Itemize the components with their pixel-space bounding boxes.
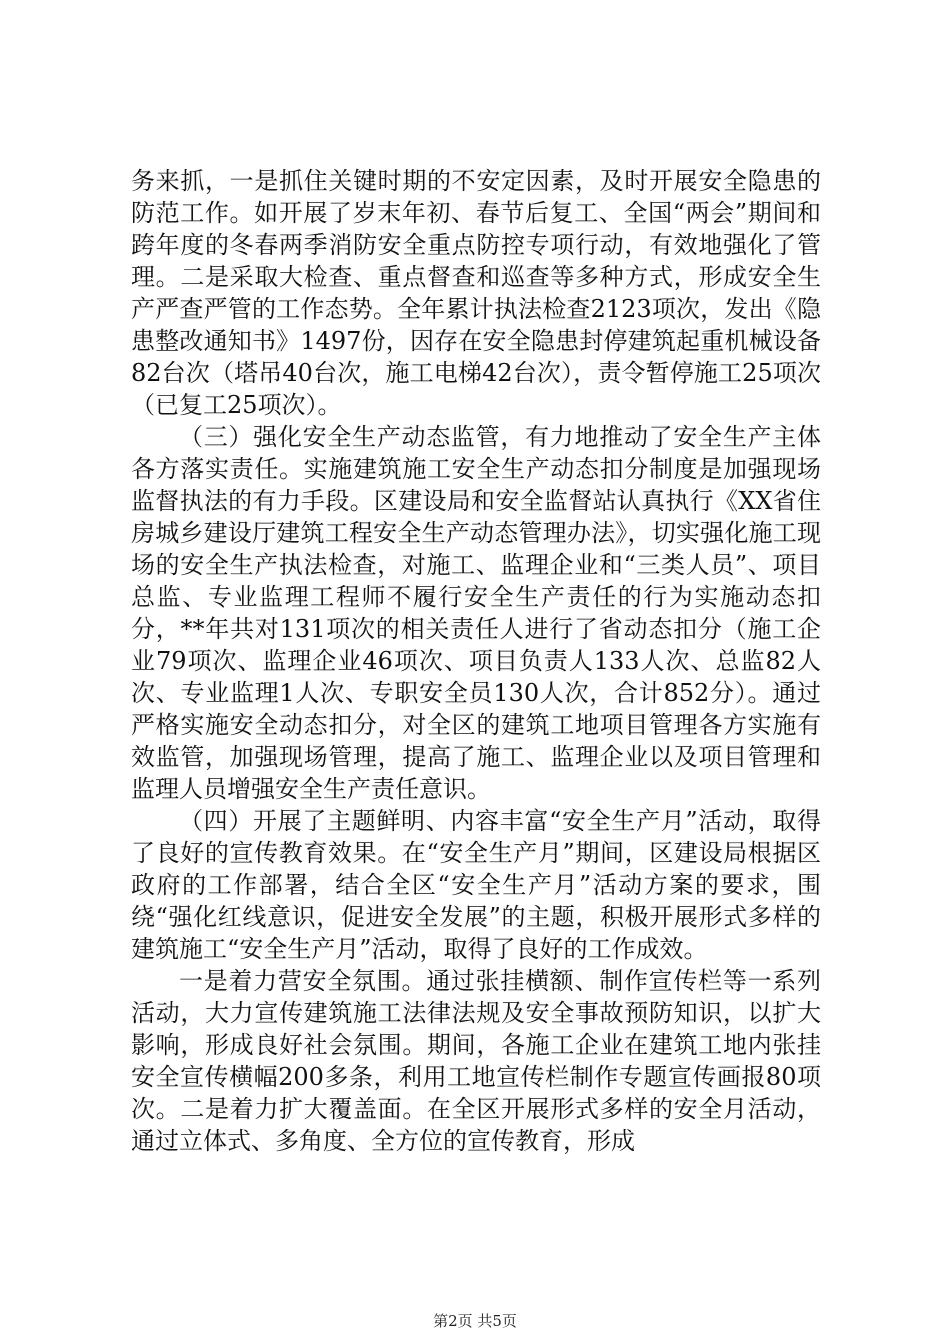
paragraph-activities: 一是着力营安全氛围。通过张挂横额、制作宣传栏等一系列活动，大力宣传建筑施工法律法规及安全事故预防知识，以扩大影响，形成良好社会氛围。期间，各施工企业在建筑工地内张挂安全宣传横幅200多条，利用工地宣传栏制作专题宣传画报80项次。二是着力扩大覆盖面。在全区开展形式多样的安全月活动，通过立体式、多角度、全方位的宣传教育，形成 <box>131 967 821 1155</box>
paragraph-section-3: （三）强化安全生产动态监管，有力地推动了安全生产主体各方落实责任。实施建筑施工安全生产动态扣分制度是加强现场监督执法的有力手段。区建设局和安全监督站认真执行《XX省住房城乡建设厅建筑工程安全生产动态管理办法》，切实强化施工现场的安全生产执法检查，对施工、监理企业和“三类人员”、项目总监、专业监理工程师不履行安全生产责任的行为实施动态扣分，**年共对131项次的相关责任人进行了省动态扣分（施工企业79项次、监理企业46项次、项目负责人133人次、总监82人次、专业监理1人次、专职安全员130人次，合计852分）。通过严格实施安全动态扣分，对全区的建筑工地项目管理各方实施有效监管，加强现场管理，提高了施工、监理企业以及项目管理和监理人员增强安全生产责任意识。 <box>131 423 821 803</box>
paragraph-continuation: 务来抓，一是抓住关键时期的不安定因素，及时开展安全隐患的防范工作。如开展了岁末年初、春节后复工、全国“两会”期间和跨年度的冬春两季消防安全重点防控专项行动，有效地强化了管理。二是采取大检查、重点督查和巡查等多种方式，形成安全生产严查严管的工作态势。全年累计执法检查2123项次，发出《隐患整改通知书》1497份，因存在安全隐患封停建筑起重机械设备82台次（塔吊40台次，施工电梯42台次），责令暂停施工25项次（已复工25项次）。 <box>131 167 821 419</box>
body-text <box>131 165 821 1157</box>
page-footer: 第2页 共5页 <box>433 1312 517 1330</box>
paragraph-section-4: （四）开展了主题鲜明、内容丰富“安全生产月”活动，取得了良好的宣传教育效果。在“安全生产月”期间，区建设局根据区政府的工作部署，结合全区“安全生产月”活动方案的要求，围绕“强化红线意识，促进安全发展”的主题，积极开展形式多样的建筑施工“安全生产月”活动，取得了良好的工作成效。 <box>131 807 821 963</box>
